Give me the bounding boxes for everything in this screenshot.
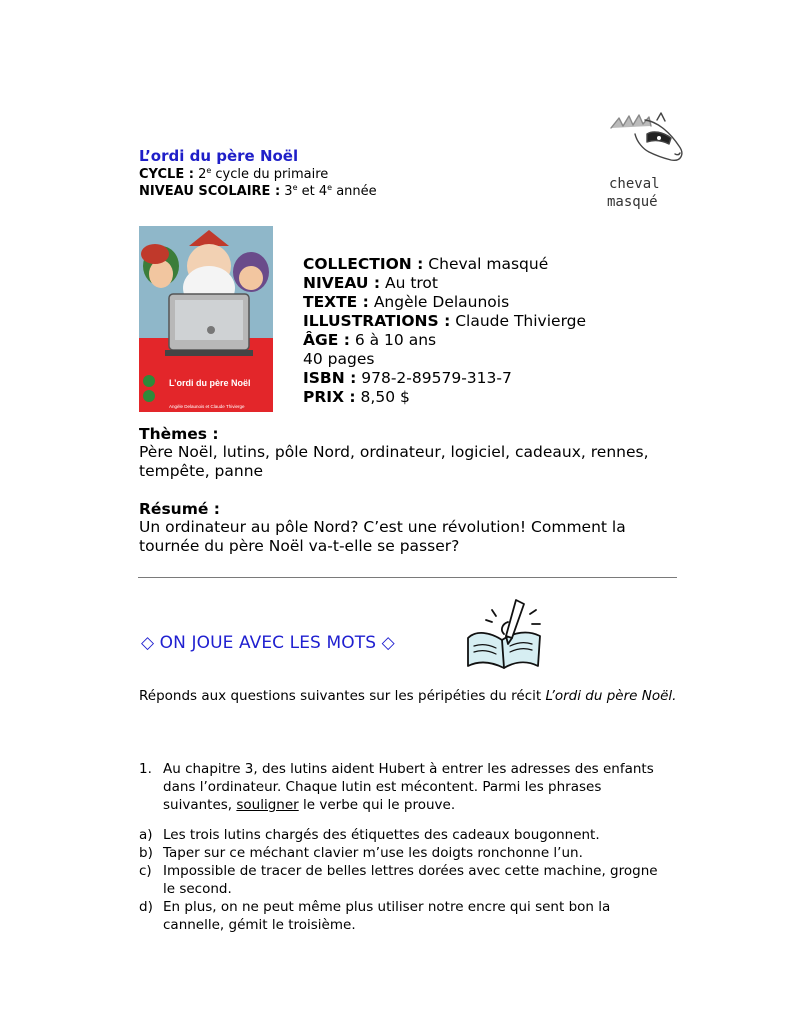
writing-hand-icon (462, 594, 546, 676)
age-label: ÂGE : (303, 331, 350, 349)
pages-line: 40 pages (303, 350, 375, 368)
prix-label: PRIX : (303, 388, 356, 406)
themes-section (139, 425, 679, 481)
question-number: 1. (139, 761, 152, 777)
answer-text: En plus, on ne peut même plus utiliser notre encre qui sent bon la cannelle, gémit le troisième. (163, 899, 611, 933)
answer-label: a) (139, 827, 153, 843)
texte-label: TEXTE : (303, 293, 369, 311)
intro-prefix: Réponds aux questions suivantes sur les péripéties du récit (139, 688, 546, 704)
illustrations-label: ILLUSTRATIONS : (303, 312, 451, 330)
niveau-scolaire-sup-a: e (292, 183, 298, 192)
answer-item-b (139, 844, 673, 862)
question-text-after: le verbe qui le prouve. (298, 797, 456, 813)
cycle-sup: e (206, 166, 212, 175)
book-info (303, 255, 586, 407)
age-line (303, 331, 586, 350)
cycle-num: 2 (198, 167, 207, 182)
answer-text: Les trois lutins chargés des étiquettes des cadeaux bougonnent. (163, 827, 600, 843)
cycle-rest: cycle du primaire (211, 167, 329, 182)
cover-illustration (139, 226, 273, 412)
prix-value: 8,50 $ (360, 388, 410, 406)
cheval-masque-logo (597, 112, 689, 212)
answer-label: b) (139, 845, 153, 861)
cycle-label: CYCLE : (139, 167, 194, 182)
texte-value: Angèle Delaunois (373, 293, 510, 311)
niveau-label: NIVEAU : (303, 274, 381, 292)
cover-authors: Angèle Delaunois et Claude Thivierge (169, 404, 245, 409)
niveau-scolaire-end: année (332, 184, 377, 199)
answer-label: d) (139, 899, 153, 915)
logo-line2: masqué (607, 194, 658, 210)
activity-title: ◇ ON JOUE AVEC LES MOTS ◇ (141, 633, 395, 653)
answer-item-a (139, 826, 673, 844)
cycle-line (139, 166, 328, 183)
collection-line (303, 255, 586, 274)
niveau-scolaire-mid: et 4 (297, 184, 328, 199)
isbn-value: 978-2-89579-313-7 (361, 369, 512, 387)
answer-text: Impossible de tracer de belles lettres dorées avec cette machine, grogne le second. (163, 863, 658, 897)
book-title: L’ordi du père Noël (139, 147, 299, 165)
answer-label: c) (139, 863, 152, 879)
texte-line (303, 293, 586, 312)
niveau-scolaire-line (139, 183, 377, 200)
answer-item-d (139, 898, 673, 934)
answer-text: Taper sur ce méchant clavier m’use les doigts ronchonne l’un. (163, 845, 583, 861)
isbn-line (303, 369, 586, 388)
niveau-value: Au trot (384, 274, 438, 292)
book-cover (139, 226, 273, 412)
prix-line (303, 388, 586, 407)
themes-heading: Thèmes : (139, 425, 219, 443)
logo-line1: cheval (609, 176, 660, 192)
resume-text: Un ordinateur au pôle Nord? C’est une révolution! Comment la tournée du père Noël va-t-elle se passer? (139, 518, 626, 555)
resume-section (139, 500, 679, 556)
question-underlined-word: souligner (236, 797, 299, 813)
intro-book-title: L’ordi du père Noël. (545, 688, 677, 704)
niveau-scolaire-sup-b: e (327, 183, 333, 192)
horizontal-divider (138, 577, 677, 578)
collection-label: COLLECTION : (303, 255, 424, 273)
resume-heading: Résumé : (139, 500, 220, 518)
cover-title: L’ordi du père Noël (169, 378, 251, 388)
age-value: 6 à 10 ans (354, 331, 437, 349)
collection-value: Cheval masqué (428, 255, 549, 273)
illustrations-value: Claude Thivierge (455, 312, 587, 330)
isbn-label: ISBN : (303, 369, 357, 387)
themes-text: Père Noël, lutins, pôle Nord, ordinateur, logiciel, cadeaux, rennes, tempête, panne (139, 443, 649, 480)
niveau-line (303, 274, 586, 293)
niveau-scolaire-label: NIVEAU SCOLAIRE : (139, 184, 281, 199)
niveau-scolaire-a: 3 (284, 184, 293, 199)
illustrations-line (303, 312, 586, 331)
answer-list (139, 826, 673, 934)
question-text (163, 760, 673, 814)
activity-intro (139, 687, 679, 705)
question-text-before: Au chapitre 3, des lutins aident Hubert à entrer les adresses des enfants dans l’ordinateur. Chaque lutin est mécontent. Parmi les phrases suivantes, (163, 761, 654, 813)
answer-item-c (139, 862, 673, 898)
